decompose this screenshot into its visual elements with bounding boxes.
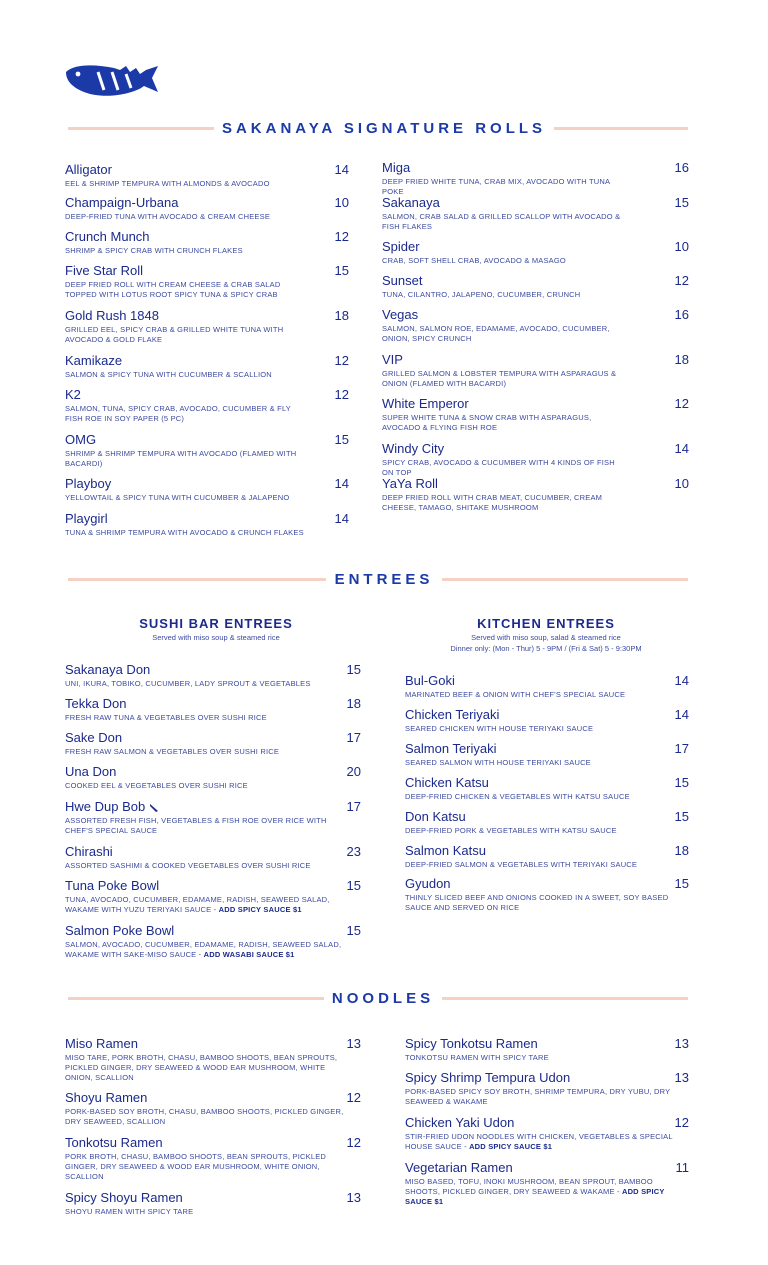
menu-item-description (382, 413, 622, 433)
menu-item-description-text: COOKED EEL & VEGETABLES OVER SUSHI RICE (65, 781, 248, 790)
menu-item-description (405, 1177, 685, 1207)
menu-item-description (65, 940, 345, 960)
sushi-bar-note: Served with miso soup & steamed rice (152, 633, 280, 642)
menu-item-price: 12 (334, 353, 349, 368)
kitchen-title: KITCHEN ENTREES (477, 616, 615, 631)
menu-item-price: 12 (346, 1090, 361, 1105)
divider (68, 997, 324, 1000)
menu-item-description-text: TONKOTSU RAMEN WITH SPICY TARE (405, 1053, 549, 1062)
menu-item-description (382, 177, 622, 197)
menu-item-name: Spicy Tonkotsu Ramen (405, 1036, 538, 1051)
menu-item (405, 876, 689, 913)
divider (554, 127, 688, 130)
menu-item-price: 15 (346, 662, 361, 677)
menu-item-price: 15 (334, 432, 349, 447)
menu-item-name: White Emperor (382, 396, 469, 411)
menu-item-name: Kamikaze (65, 353, 123, 368)
menu-item-name: Windy City (382, 441, 445, 456)
menu-item-price: 12 (346, 1135, 361, 1150)
menu-item-price: 13 (674, 1036, 689, 1051)
menu-item (65, 1190, 361, 1217)
menu-item-price: 16 (674, 307, 689, 322)
menu-item (382, 441, 689, 478)
menu-item (405, 809, 689, 836)
menu-item (405, 673, 689, 700)
menu-item-name: Miso Ramen (65, 1036, 138, 1051)
menu-item-name: Salmon Poke Bowl (65, 923, 175, 938)
menu-item (405, 1036, 689, 1063)
menu-item-name: Chicken Teriyaki (405, 707, 500, 722)
menu-item-description (65, 370, 305, 380)
menu-item-description (65, 1207, 345, 1217)
menu-item (65, 844, 361, 871)
menu-item-price: 15 (346, 878, 361, 893)
kitchen-note: Served with miso soup, salad & steamed rice (471, 633, 621, 642)
divider (442, 997, 688, 1000)
menu-item-description-text: MARINATED BEEF & ONION WITH CHEF'S SPECIAL SAUCE (405, 690, 626, 699)
menu-item-description-text: SPICY CRAB, AVOCADO & CUCUMBER WITH 4 KINDS OF FISH ON TOP (382, 458, 615, 477)
menu-item-description (65, 404, 305, 424)
menu-item-description-text: ASSORTED FRESH FISH, VEGETABLES & FISH ROE OVER RICE WITH CHEF'S SPECIAL SAUCE (65, 816, 327, 835)
menu-item-price: 14 (334, 511, 349, 526)
menu-item-price: 12 (334, 387, 349, 402)
section-title-noodles: NOODLES (331, 990, 435, 1007)
menu-item-name: Sakanaya (382, 195, 440, 210)
menu-item-name: Playgirl (65, 511, 108, 526)
menu-item-name: Miga (382, 160, 411, 175)
menu-item-name: Bul-Goki (405, 673, 455, 688)
menu-item-description-text: MISO TARE, PORK BROTH, CHASU, BAMBOO SHOOTS, BEAN SPROUTS, PICKLED GINGER, DRY SEAWEED & WOOD EAR MUSHROOM, WHITE ONION, SCALLION (65, 1053, 338, 1082)
menu-item-description (65, 325, 305, 345)
menu-item-description-text: SALMON, SALMON ROE, EDAMAME, AVOCADO, CUCUMBER, ONION, SPICY CRUNCH (382, 324, 610, 343)
menu-item-description (65, 895, 345, 915)
menu-item-description-text: PORK BROTH, CHASU, BAMBOO SHOOTS, BEAN SPROUTS, PICKLED GINGER, DRY SEAWEED & WOOD EAR MUSHROOM, WHITE ONION, SCALLION (65, 1152, 327, 1181)
menu-item-description-text: YELLOWTAIL & SPICY TUNA WITH CUCUMBER & JALAPENO (65, 493, 290, 502)
menu-item (65, 878, 361, 915)
divider (442, 578, 688, 581)
menu-item-name: Sake Don (65, 730, 123, 745)
menu-item (65, 432, 349, 469)
menu-item-name: Crunch Munch (65, 229, 150, 244)
menu-item-name: Salmon Teriyaki (405, 741, 497, 756)
menu-item-name: Tekka Don (65, 696, 127, 711)
menu-item (382, 307, 689, 344)
menu-item-description (65, 528, 305, 538)
menu-item-description (65, 713, 345, 723)
menu-item (405, 1160, 689, 1207)
menu-item-name: Gyudon (405, 876, 451, 891)
menu-item (405, 1115, 689, 1152)
menu-item (382, 160, 689, 197)
menu-item (65, 1135, 361, 1182)
menu-item-price: 10 (334, 195, 349, 210)
menu-item (382, 396, 689, 433)
menu-item-description-text: PORK-BASED SPICY SOY BROTH, SHRIMP TEMPURA, DRY YUBU, DRY SEAWEED & WAKAME (405, 1087, 671, 1106)
menu-item-description-text: DEEP-FRIED TUNA WITH AVOCADO & CREAM CHEESE (65, 212, 271, 221)
menu-item-name: Vegas (382, 307, 419, 322)
menu-item-price: 14 (674, 707, 689, 722)
menu-item-description (65, 246, 305, 256)
menu-item (65, 162, 349, 189)
menu-item-price: 12 (334, 229, 349, 244)
menu-item-description-text: DEEP FRIED WHITE TUNA, CRAB MIX, AVOCADO WITH TUNA POKE (382, 177, 610, 196)
menu-item-description-text: DEEP-FRIED CHICKEN & VEGETABLES WITH KATSU SAUCE (405, 792, 630, 801)
menu-item-price: 12 (674, 1115, 689, 1130)
menu-item-description-text: TUNA & SHRIMP TEMPURA WITH AVOCADO & CRUNCH FLAKES (65, 528, 304, 537)
menu-item (65, 308, 349, 345)
menu-item-price: 15 (674, 195, 689, 210)
menu-item-description (65, 179, 305, 189)
menu-item-description-text: SHRIMP & SHRIMP TEMPURA WITH AVOCADO (FLAMED WITH BACARDI) (65, 449, 297, 468)
menu-item-description (382, 256, 622, 266)
menu-item-name: Spicy Shoyu Ramen (65, 1190, 183, 1205)
menu-item-description-text: EEL & SHRIMP TEMPURA WITH ALMONDS & AVOCADO (65, 179, 270, 188)
menu-item-price: 16 (674, 160, 689, 175)
menu-item-description (382, 212, 622, 232)
menu-item-description (405, 1132, 685, 1152)
menu-item-price: 12 (674, 396, 689, 411)
menu-item-name: Five Star Roll (65, 263, 144, 278)
menu-item-description (405, 826, 685, 836)
menu-item-name: Hwe Dup Bob (65, 799, 361, 814)
menu-item-description-text: DEEP-FRIED SALMON & VEGETABLES WITH TERIYAKI SAUCE (405, 860, 638, 869)
menu-item-description-text: SEARED SALMON WITH HOUSE TERIYAKI SAUCE (405, 758, 591, 767)
menu-item-description-text: SEARED CHICKEN WITH HOUSE TERIYAKI SAUCE (405, 724, 594, 733)
menu-item-description-text: ASSORTED SASHIMI & COOKED VEGETABLES OVER SUSHI RICE (65, 861, 311, 870)
menu-item-price: 15 (346, 923, 361, 938)
menu-item-price: 18 (346, 696, 361, 711)
menu-item-name: Playboy (65, 476, 112, 491)
menu-item-name: Shoyu Ramen (65, 1090, 148, 1105)
menu-item-price: 23 (346, 844, 361, 859)
divider (68, 127, 214, 130)
menu-item-description (382, 324, 622, 344)
menu-item-description (382, 290, 622, 300)
menu-item-price: 15 (674, 775, 689, 790)
menu-item-description (65, 212, 305, 222)
menu-item-description (65, 1107, 345, 1127)
menu-item (405, 741, 689, 768)
menu-item-description-text: SHRIMP & SPICY CRAB WITH CRUNCH FLAKES (65, 246, 243, 255)
menu-item (382, 195, 689, 232)
section-title-signature: SAKANAYA SIGNATURE ROLLS (221, 120, 547, 137)
menu-item-name: Sunset (382, 273, 423, 288)
menu-item-price: 10 (674, 239, 689, 254)
menu-item-name: Vegetarian Ramen (405, 1160, 513, 1175)
menu-item (65, 662, 361, 689)
menu-item-description (65, 747, 345, 757)
menu-item (65, 764, 361, 791)
menu-item-name: YaYa Roll (382, 476, 438, 491)
kitchen-hours: Dinner only: (Mon - Thur) 5 - 9PM / (Fri & Sat) 5 - 9:30PM (450, 644, 642, 653)
menu-item-description-text: SUPER WHITE TUNA & SNOW CRAB WITH ASPARAGUS, AVOCADO & FLYING FISH ROE (382, 413, 592, 432)
menu-item-description-text: SALMON & SPICY TUNA WITH CUCUMBER & SCALLION (65, 370, 272, 379)
fish-logo-icon (64, 62, 160, 98)
menu-item (382, 273, 689, 300)
menu-item-description (65, 493, 305, 503)
menu-item (65, 799, 361, 836)
menu-item-description (405, 860, 685, 870)
menu-item-name: Sakanaya Don (65, 662, 151, 677)
menu-item-description-text: SALMON, AVOCADO, CUCUMBER, EDAMAME, RADISH, SEAWEED SALAD, WAKAME WITH SAKE-MISO SAUCE - (65, 940, 342, 959)
menu-item-description (405, 1087, 685, 1107)
menu-item-price: 18 (334, 308, 349, 323)
menu-item-description (65, 781, 345, 791)
menu-item (65, 511, 349, 538)
menu-item-description-text: SALMON, CRAB SALAD & GRILLED SCALLOP WITH AVOCADO & FISH FLAKES (382, 212, 621, 231)
menu-item (65, 263, 349, 300)
menu-item-description-text: TUNA, AVOCADO, CUCUMBER, EDAMAME, RADISH, SEAWEED SALAD, WAKAME WITH YUZU TERIYAKI SAUCE - (65, 895, 330, 914)
menu-item-price: 13 (346, 1036, 361, 1051)
menu-item-name: Spider (382, 239, 420, 254)
menu-item-description (405, 724, 685, 734)
menu-item-description (65, 1152, 345, 1182)
menu-item-price: 14 (334, 476, 349, 491)
menu-item-description-text: GRILLED EEL, SPICY CRAB & GRILLED WHITE TUNA WITH AVOCADO & GOLD FLAKE (65, 325, 284, 344)
menu-item-price: 15 (674, 876, 689, 891)
menu-item (382, 352, 689, 389)
menu-item-description-text: SALMON, TUNA, SPICY CRAB, AVOCADO, CUCUMBER & FLY FISH ROE IN SOY PAPER (5 PC) (65, 404, 291, 423)
menu-item (405, 775, 689, 802)
menu-item-description-text: STIR-FRIED UDON NOODLES WITH CHICKEN, VEGETABLES & SPECIAL HOUSE SAUCE - (405, 1132, 673, 1151)
menu-item-price: 17 (674, 741, 689, 756)
menu-item (405, 1070, 689, 1107)
menu-item (405, 843, 689, 870)
menu-item-description-text: CRAB, SOFT SHELL CRAB, AVOCADO & MASAGO (382, 256, 566, 265)
menu-item-description (65, 861, 345, 871)
menu-item-name: Salmon Katsu (405, 843, 486, 858)
menu-item-price: 18 (674, 352, 689, 367)
menu-item-addon: ADD SPICY SAUCE $1 (469, 1142, 553, 1151)
menu-item-name: Chicken Katsu (405, 775, 489, 790)
menu-item-addon: ADD SPICY SAUCE $1 (405, 1187, 665, 1206)
menu-item (65, 387, 349, 424)
menu-item-name: Spicy Shrimp Tempura Udon (405, 1070, 571, 1085)
menu-item-price: 12 (674, 273, 689, 288)
menu-item-description (65, 280, 305, 300)
menu-item-name: Tonkotsu Ramen (65, 1135, 163, 1150)
menu-item (382, 239, 689, 266)
menu-item-description-text: DEEP FRIED ROLL WITH CRAB MEAT, CUCUMBER, CREAM CHEESE, TAMAGO, SHITAKE MUSHROOM (382, 493, 603, 512)
menu-item-description (382, 493, 622, 513)
menu-item (65, 1090, 361, 1127)
menu-item-description-text: FRESH RAW TUNA & VEGETABLES OVER SUSHI RICE (65, 713, 267, 722)
menu-item-description (405, 758, 685, 768)
menu-item-description-text: TUNA, CILANTRO, JALAPENO, CUCUMBER, CRUNCH (382, 290, 581, 299)
menu-item-name: Chirashi (65, 844, 113, 859)
menu-item (405, 707, 689, 734)
menu-item-description (65, 449, 305, 469)
menu-item-description-text: SHOYU RAMEN WITH SPICY TARE (65, 1207, 194, 1216)
menu-item-description (65, 816, 345, 836)
menu-item-price: 14 (674, 441, 689, 456)
menu-item-name: Champaign-Urbana (65, 195, 179, 210)
menu-item-description-text: DEEP-FRIED PORK & VEGETABLES WITH KATSU SAUCE (405, 826, 617, 835)
menu-item-description-text: UNI, IKURA, TOBIKO, CUCUMBER, LADY SPROUT & VEGETABLES (65, 679, 311, 688)
menu-item-description-text: FRESH RAW SALMON & VEGETABLES OVER SUSHI RICE (65, 747, 280, 756)
menu-item-name: VIP (382, 352, 403, 367)
menu-item-addon: ADD SPICY SAUCE $1 (218, 905, 302, 914)
menu-item-price: 17 (346, 799, 361, 814)
menu-item-price: 13 (346, 1190, 361, 1205)
menu-item (65, 730, 361, 757)
menu-item-name: Chicken Yaki Udon (405, 1115, 515, 1130)
menu-item-name: Gold Rush 1848 (65, 308, 159, 323)
menu-item (65, 1036, 361, 1083)
menu-item-description (65, 1053, 345, 1083)
menu-item-price: 14 (334, 162, 349, 177)
menu-item-description (382, 369, 622, 389)
menu-item-description (405, 893, 685, 913)
menu-item-price: 20 (346, 764, 361, 779)
menu-item-price: 10 (674, 476, 689, 491)
menu-item-description-text: GRILLED SALMON & LOBSTER TEMPURA WITH ASPARAGUS & ONION (FLAMED WITH BACARDI) (382, 369, 617, 388)
divider (68, 578, 326, 581)
menu-item-name: Tuna Poke Bowl (65, 878, 160, 893)
menu-item-name: Una Don (65, 764, 117, 779)
menu-item-description (65, 679, 345, 689)
menu-item-price: 15 (674, 809, 689, 824)
menu-item-price: 17 (346, 730, 361, 745)
menu-item (65, 353, 349, 380)
menu-item-price: 13 (674, 1070, 689, 1085)
menu-item-description-text: DEEP FRIED ROLL WITH CREAM CHEESE & CRAB SALAD TOPPED WITH LOTUS ROOT SPICY TUNA & SPICY CRAB (65, 280, 281, 299)
menu-item-name: Don Katsu (405, 809, 466, 824)
menu-item-price: 15 (334, 263, 349, 278)
sushi-bar-title: SUSHI BAR ENTREES (139, 616, 293, 631)
menu-item-name: K2 (65, 387, 81, 402)
menu-item-name: Alligator (65, 162, 112, 177)
section-title-entrees: ENTREES (334, 571, 434, 588)
menu-item (65, 229, 349, 256)
menu-item-price: 11 (675, 1160, 689, 1175)
menu-item-addon: ADD WASABI SAUCE $1 (203, 950, 295, 959)
menu-item-description (382, 458, 622, 478)
menu-item-description-text: PORK-BASED SOY BROTH, CHASU, BAMBOO SHOOTS, PICKLED GINGER, DRY SEAWEED, SCALLION (65, 1107, 344, 1126)
menu-item (65, 476, 349, 503)
menu-item-description (405, 1053, 685, 1063)
menu-item-price: 14 (674, 673, 689, 688)
menu-item-name: OMG (65, 432, 97, 447)
menu-item-description (405, 690, 685, 700)
menu-item (382, 476, 689, 513)
menu-item (65, 195, 349, 222)
menu-item-description-text: THINLY SLICED BEEF AND ONIONS COOKED IN A SWEET, SOY BASED SAUCE AND SERVED ON RICE (405, 893, 669, 912)
menu-item-price: 18 (674, 843, 689, 858)
menu-item-description (405, 792, 685, 802)
menu-item (65, 696, 361, 723)
knife-icon (149, 803, 159, 813)
menu-item-description-text: MISO BASED, TOFU, INOKI MUSHROOM, BEAN SPROUT, BAMBOO SHOOTS, PICKLED GINGER, DRY SEAWEED & WAKAME - (405, 1177, 653, 1196)
menu-item (65, 923, 361, 960)
